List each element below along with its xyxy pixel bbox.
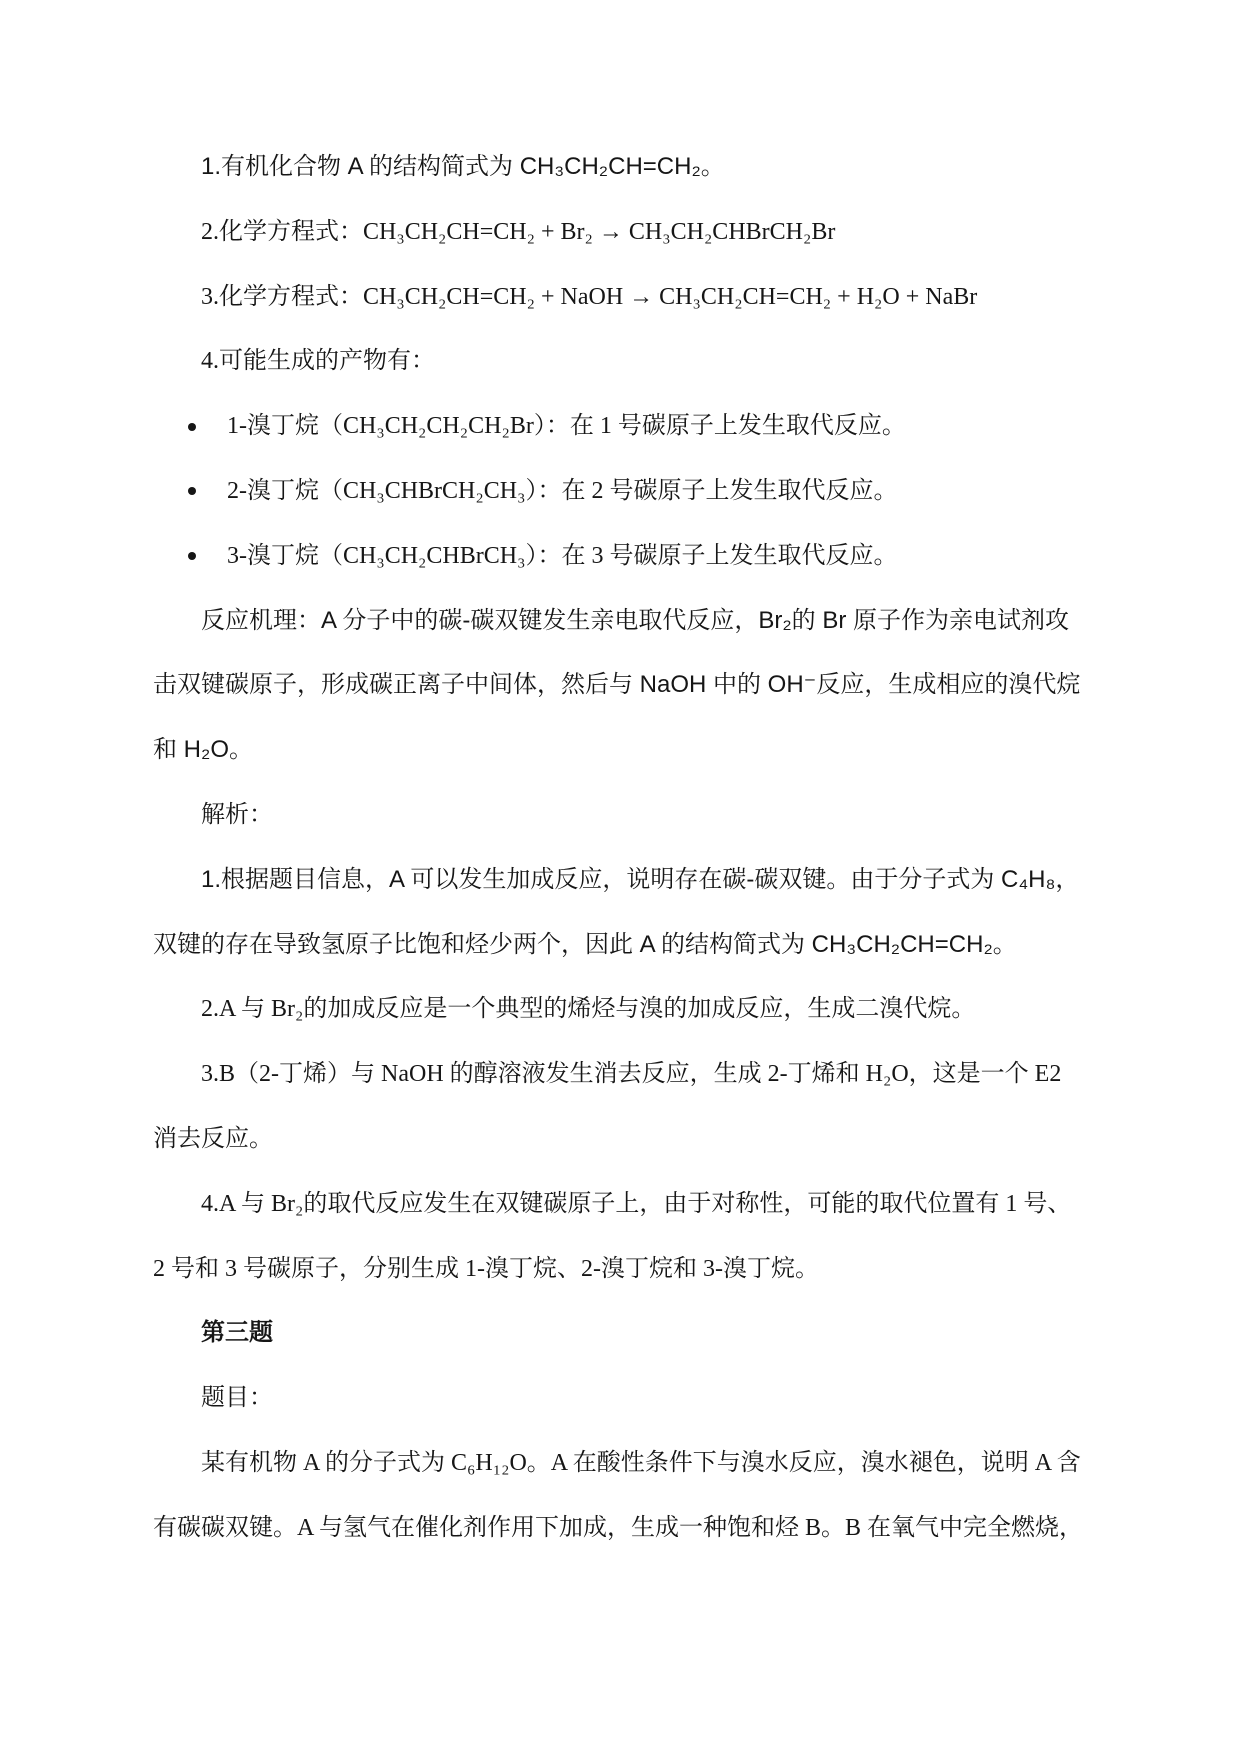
- question-label: 题目：: [201, 1385, 273, 1412]
- product-text: 1-溴丁烷（CH₃CH₂CH₂CH₂Br）：在 1 号碳原子上发生取代反应。: [227, 413, 906, 440]
- product-list-item: [0, 459, 1241, 524]
- analysis-line: 消去反应。: [153, 1125, 273, 1152]
- analysis-line: 1.根据题目信息，A 可以发生加成反应，说明存在碳-碳双键。由于分子式为 C₄H₈，: [201, 865, 1080, 893]
- bullet-marker: [188, 487, 196, 495]
- answer-1: 1.有机化合物 A 的结构简式为 CH₃CH₂CH=CH₂。: [201, 153, 725, 180]
- product-list-item: [0, 524, 1241, 589]
- mechanism-line: 和 H₂O。: [153, 736, 253, 764]
- analysis-line: 3.B（2-丁烯）与 NaOH 的醇溶液发生消去反应，生成 2-丁烯和 H₂O，这是一个 E2: [201, 1061, 1062, 1088]
- answer-2-equation: 2.化学方程式：CH₃CH₂CH=CH₂ + Br₂ → CH₃CH₂CHBrCH₂Br: [201, 218, 836, 245]
- mechanism-line: 击双键碳原子，形成碳正离子中间体，然后与 NaOH 中的 OH⁻反应，生成相应的溴代烷: [153, 671, 1081, 699]
- answer-3-equation: 3.化学方程式：CH₃CH₂CH=CH₂ + NaOH → CH₃CH₂CH=CH₂ + H₂O + NaBr: [201, 283, 978, 310]
- product-text: 2-溴丁烷（CH₃CHBrCH₂CH₃）：在 2 号碳原子上发生取代反应。: [227, 477, 898, 504]
- analysis-line: 双键的存在导致氢原子比饱和烃少两个，因此 A 的结构简式为 CH₃CH₂CH=CH₂。: [153, 930, 1017, 958]
- product-text: 3-溴丁烷（CH₃CH₂CHBrCH₃）：在 3 号碳原子上发生取代反应。: [227, 542, 898, 569]
- answer-4-heading: 4.可能生成的产物有：: [201, 348, 435, 375]
- bullet-marker: [188, 552, 196, 560]
- mechanism-paragraph: [0, 589, 1241, 783]
- analysis-line: 2.A 与 Br₂的加成反应是一个典型的烯烃与溴的加成反应，生成二溴代烷。: [201, 996, 976, 1023]
- question-line: 有碳碳双键。A 与氢气在催化剂作用下加成，生成一种饱和烃 B。B 在氧气中完全燃烧，: [153, 1514, 1084, 1541]
- section-title: 第三题: [201, 1320, 273, 1347]
- question-paragraph: [0, 1431, 1241, 1561]
- analysis-heading: 解析：: [201, 801, 273, 828]
- mechanism-line: 反应机理：A 分子中的碳-碳双键发生亲电取代反应，Br₂的 Br 原子作为亲电试剂攻: [201, 606, 1069, 634]
- product-list-item: [0, 394, 1241, 459]
- question-line: 某有机物 A 的分子式为 C₆H₁₂O。A 在酸性条件下与溴水反应，溴水褪色，说明 A 含: [201, 1449, 1081, 1476]
- bullet-marker: [188, 423, 196, 431]
- analysis-item-3: [0, 1042, 1241, 1172]
- analysis-line: 2 号和 3 号碳原子，分别生成 1-溴丁烷、2-溴丁烷和 3-溴丁烷。: [153, 1255, 819, 1282]
- analysis-item-1: [0, 848, 1241, 978]
- analysis-item-2: [0, 977, 1241, 1042]
- analysis-item-4: [0, 1172, 1241, 1302]
- analysis-line: 4.A 与 Br₂的取代反应发生在双键碳原子上，由于对称性，可能的取代位置有 1 号、: [201, 1190, 1072, 1217]
